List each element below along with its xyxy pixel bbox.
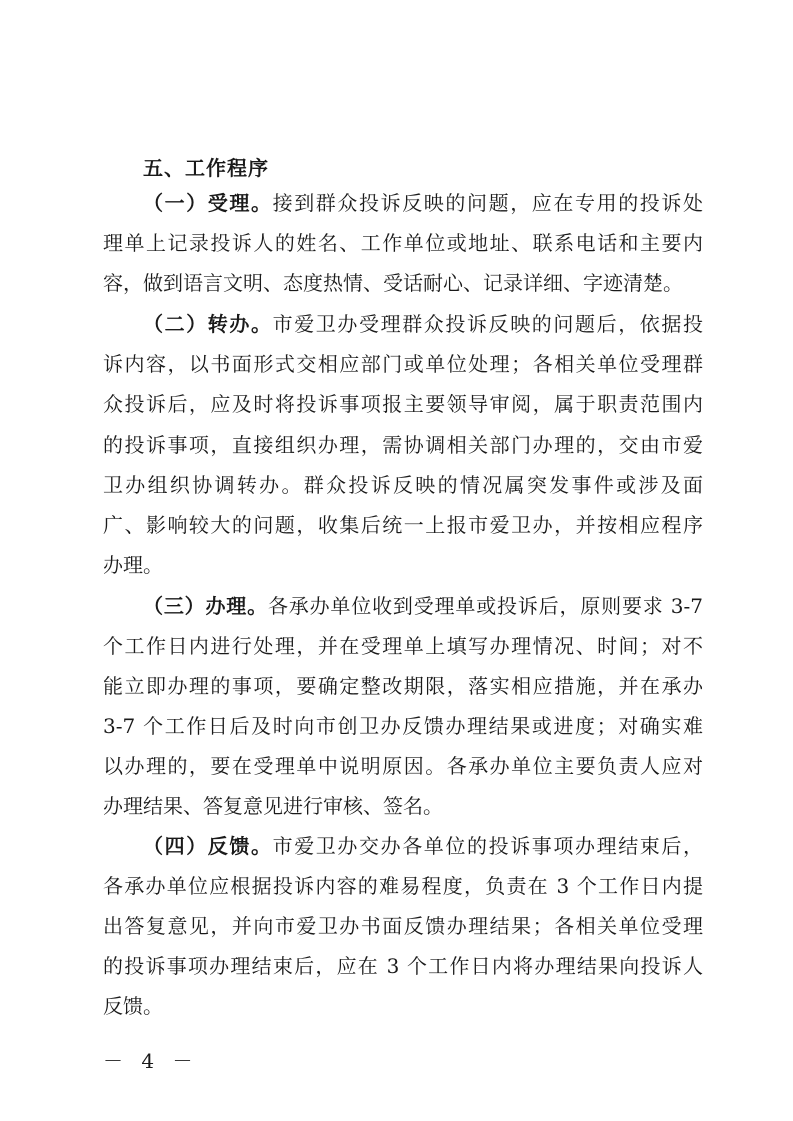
section-heading: 五、工作程序 xyxy=(143,156,269,180)
paragraph-1-lead: （一）受理。 xyxy=(143,191,273,215)
paragraph-3-text: 各承办单位收到受理单或投诉后，原则要求 3-7 xyxy=(267,594,703,618)
paragraph-3-line-5: 以办理的，要在受理单中说明原因。各承办单位主要负责人应对 xyxy=(103,754,703,778)
paragraph-4-line-5: 反馈。 xyxy=(103,994,163,1018)
paragraph-1-text: 接到群众投诉反映的问题，应在专用的投诉处 xyxy=(272,191,704,215)
paragraph-2-line-1 xyxy=(143,312,703,336)
paragraph-2-line-7: 办理。 xyxy=(103,553,163,577)
paragraph-3-line-1 xyxy=(143,594,703,618)
paragraph-4-lead: （四）反馈。 xyxy=(143,834,273,858)
paragraph-4-text: 市爱卫办交办各单位的投诉事项办理结束后， xyxy=(272,834,704,858)
paragraph-2-text: 市爱卫办受理群众投诉反映的问题后，依据投 xyxy=(272,312,704,336)
paragraph-3-line-4: 3-7 个工作日后及时向市创卫办反馈办理结果或进度；对确实难 xyxy=(103,714,703,738)
paragraph-3-line-2: 个工作日内进行处理，并在受理单上填写办理情况、时间；对不 xyxy=(103,634,703,658)
paragraph-4-line-4: 的投诉事项办理结束后，应在 3 个工作日内将办理结果向投诉人 xyxy=(103,954,703,978)
paragraph-1-line-1 xyxy=(143,191,703,215)
paragraph-4-line-3: 出答复意见，并向市爱卫办书面反馈办理结果；各相关单位受理 xyxy=(103,914,703,938)
paragraph-3-line-3: 能立即办理的事项，要确定整改期限，落实相应措施，并在承办 xyxy=(103,674,703,698)
paragraph-4-line-1 xyxy=(143,834,703,858)
paragraph-2-line-4: 的投诉事项，直接组织办理，需协调相关部门办理的，交由市爱 xyxy=(103,433,703,457)
paragraph-3-lead: （三）办理。 xyxy=(143,594,268,618)
paragraph-3-line-6: 办理结果、答复意见进行审核、签名。 xyxy=(103,794,443,818)
paragraph-1-line-3: 容，做到语言文明、态度热情、受话耐心、记录详细、字迹清楚。 xyxy=(103,271,683,295)
paragraph-1-line-2: 理单上记录投诉人的姓名、工作单位或地址、联系电话和主要内 xyxy=(103,231,703,255)
paragraph-2-line-6: 广、影响较大的问题，收集后统一上报市爱卫办，并按相应程序 xyxy=(103,513,703,537)
paragraph-4-line-2: 各承办单位应根据投诉内容的难易程度，负责在 3 个工作日内提 xyxy=(103,874,703,898)
paragraph-2-line-3: 众投诉后，应及时将投诉事项报主要领导审阅，属于职责范围内 xyxy=(103,392,703,416)
paragraph-2-line-5: 卫办组织协调转办。群众投诉反映的情况属突发事件或涉及面 xyxy=(103,473,703,497)
paragraph-2-line-2: 诉内容，以书面形式交相应部门或单位处理；各相关单位受理群 xyxy=(103,352,703,376)
paragraph-2-lead: （二）转办。 xyxy=(143,312,273,336)
page-number: － 4 － xyxy=(103,1049,199,1073)
